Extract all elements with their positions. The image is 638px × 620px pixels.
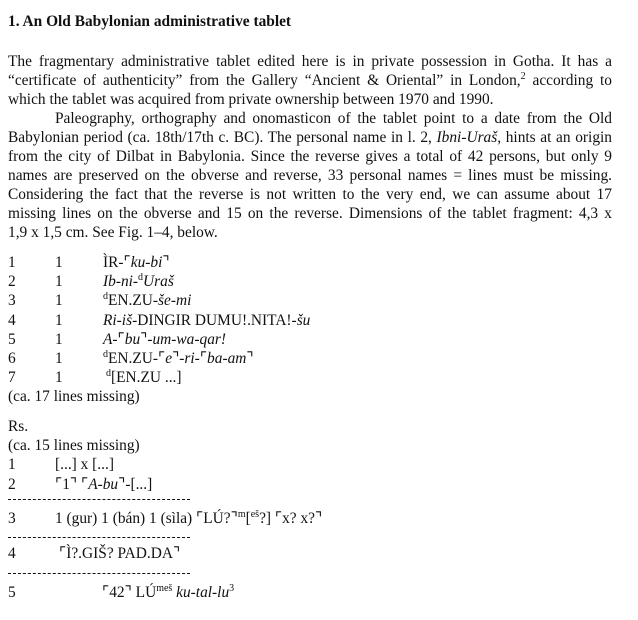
missing-lines-note: (ca. 15 lines missing) [8, 437, 140, 455]
intro-line: which the tablet was acquired from private ownership between 1970 and 1990. [8, 91, 494, 108]
ruling-line [8, 499, 190, 500]
transliteration: ⌜1⌝ ⌜A-bu⌝-[...] [55, 475, 153, 493]
line-number: 2 [8, 475, 16, 493]
quantity: 1 [55, 330, 63, 348]
paleo-line: Paleography, orthography and onomasticon of the tablet point to a date from the Old [55, 110, 612, 127]
line-number: 4 [8, 311, 16, 329]
obverse-transliteration [8, 253, 628, 407]
reverse-row [8, 455, 628, 474]
transliteration: A-⌜bu⌝-um-wa-qar! [103, 330, 227, 348]
transliteration: Ib-ni-$^d$Uraš [103, 272, 174, 291]
paleo-line: Babylonian period (ca. 18th/17th c. BC). The personal name in l. 2, Ibni-Uraš, hints at an origin [8, 129, 612, 146]
transliteration: $^d$EN.ZU-še-mi [103, 291, 192, 310]
quantity: 1 [55, 254, 63, 271]
line-number: 1 [8, 254, 16, 271]
line-number: 2 [8, 273, 16, 291]
line-number: 4 [8, 545, 16, 562]
paleo-line: from the city of Dilbat in Babylonia. Since the reverse gives a total of 42 persons, but only 9 [8, 148, 612, 165]
obverse-row [8, 311, 628, 330]
missing-lines-note: (ca. 17 lines missing) [8, 388, 140, 406]
intro-line: “certificate of authenticity” from the Gallery “Ancient & Oriental” in London,$^2$ according to [8, 71, 612, 89]
line-number: 1 [8, 456, 16, 474]
quantity: 1 [55, 349, 63, 367]
reverse-row [8, 475, 628, 494]
obverse-row [8, 253, 628, 272]
paleo-line: 1,9 x 1,5 cm. See Fig. 1–4, below. [8, 224, 218, 241]
paleo-line: missing lines on the obverse and 15 on the reverse. Dimensions of the tablet fragment: 4,3 x [8, 205, 612, 222]
section-heading: 1. An Old Babylonian administrative tablet [8, 13, 292, 30]
quantity: 1 [55, 273, 63, 291]
obverse-row [8, 368, 628, 387]
obverse-row [8, 291, 628, 310]
paleo-line: Considering the fact that the reverse is not written to the very end, we can assume about 17 [8, 186, 612, 203]
intro-paragraph [8, 52, 612, 109]
line-number: 5 [8, 584, 16, 601]
transliteration: ÌR-⌜ku-bi⌝ [103, 254, 170, 271]
quantity: 1 [55, 292, 63, 310]
paleography-paragraph [8, 109, 612, 242]
line-number: 3 [8, 510, 16, 527]
obverse-row [8, 349, 628, 368]
reverse-label: Rs. [8, 418, 29, 435]
transliteration: $^d$[EN.ZU ...] [106, 368, 182, 387]
transliteration: Ri-iš-DINGIR DUMU!.NITA!-šu [103, 311, 311, 329]
obverse-row [8, 272, 628, 291]
reverse-transliteration [8, 417, 628, 494]
obverse-row [8, 330, 628, 349]
transliteration: ⌜42⌝ $LÚ^{meš}$ $ku-tal-lu^3$ [102, 583, 235, 601]
ruling-line [8, 537, 190, 538]
line-number: 7 [8, 369, 16, 387]
quantity: 1 [55, 369, 63, 387]
ruling-line [8, 573, 190, 574]
transliteration: $^d$EN.ZU-⌜e⌝-ri-⌜ba-am⌝ [103, 348, 254, 367]
quantity: 1 [55, 311, 63, 329]
transliteration: [...] x [...] [55, 456, 114, 474]
line-number: 5 [8, 330, 16, 348]
transliteration: 1 (gur) 1 (bán) 1 (sìla) ⌜LÚ?⌝$^m$[$^{eš}$?] ⌜x? x?⌝ [55, 509, 323, 527]
transliteration: ⌜Ì?.GIŠ? PAD.DA⌝ [59, 545, 181, 562]
line-number: 6 [8, 349, 16, 367]
intro-line: The fragmentary administrative tablet edited here is in private possession in Gotha. It has a [8, 53, 612, 70]
line-number: 3 [8, 292, 16, 310]
paleo-line: names are preserved on the obverse and reverse, 33 personal names = lines must be missing. [8, 167, 612, 184]
